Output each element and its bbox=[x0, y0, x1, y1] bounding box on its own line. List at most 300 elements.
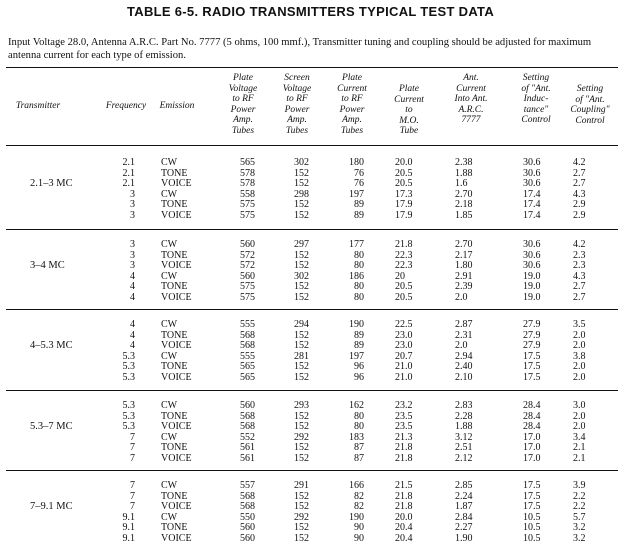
screen-voltage-cell: 302 bbox=[294, 157, 309, 168]
mo-current-cell: 21.5 bbox=[395, 480, 413, 491]
plate-current-cell: 190 bbox=[349, 319, 364, 330]
emission-cell: CW bbox=[161, 511, 178, 523]
emission-cell: CW bbox=[161, 239, 178, 250]
group-separator-rule bbox=[6, 229, 618, 230]
header-line: Setting bbox=[576, 84, 604, 94]
mo-current-cell: 21.3 bbox=[395, 431, 413, 443]
plate-current-cell: 162 bbox=[349, 400, 364, 411]
mo-current-cell: 20.5 bbox=[395, 167, 413, 179]
inductance-cell: 17.0 bbox=[523, 442, 541, 453]
inductance-cell: 17.5 bbox=[523, 361, 541, 372]
screen-voltage-cell: 152 bbox=[294, 410, 309, 422]
header-line: A.R.C. bbox=[458, 104, 484, 115]
mo-current-cell: 22.3 bbox=[395, 260, 413, 271]
emission-cell: CW bbox=[161, 350, 178, 362]
screen-voltage-cell: 152 bbox=[294, 329, 309, 341]
plate-current-cell: 89 bbox=[354, 340, 364, 351]
mo-current-cell: 21.8 bbox=[395, 442, 413, 453]
header-line: Amp. bbox=[287, 115, 307, 125]
plate-voltage-cell: 560 bbox=[240, 270, 255, 282]
inductance-cell: 28.4 bbox=[523, 421, 541, 432]
plate-current-cell: 80 bbox=[354, 421, 364, 432]
header-line: Power bbox=[284, 104, 310, 115]
header-line: Coupling" bbox=[570, 105, 610, 115]
screen-voltage-cell: 298 bbox=[294, 188, 309, 200]
screen-voltage-cell: 152 bbox=[294, 361, 309, 372]
plate-current-cell: 90 bbox=[354, 532, 364, 544]
inductance-cell: 10.5 bbox=[523, 511, 541, 523]
header-plate-current-mo bbox=[383, 84, 435, 137]
emission-cell: CW bbox=[161, 480, 178, 491]
emission-cell: VOICE bbox=[161, 452, 192, 464]
frequency-cell: 9.1 bbox=[122, 522, 135, 533]
emission-cell: CW bbox=[161, 157, 178, 168]
ant-current-cell: 2.40 bbox=[455, 361, 473, 372]
coupling-cell: 4.3 bbox=[573, 270, 586, 282]
inductance-cell: 27.9 bbox=[523, 340, 541, 351]
emission-cell: TONE bbox=[161, 249, 188, 261]
frequency-cell: 3 bbox=[130, 249, 135, 261]
emission-cell: CW bbox=[161, 400, 178, 411]
coupling-cell: 2.3 bbox=[573, 249, 586, 261]
plate-voltage-cell: 550 bbox=[240, 511, 255, 523]
coupling-cell: 2.2 bbox=[573, 490, 586, 502]
ant-current-cell: 2.38 bbox=[455, 157, 473, 168]
emission-cell: TONE bbox=[161, 442, 188, 453]
ant-current-cell: 2.85 bbox=[455, 480, 473, 491]
header-inductance bbox=[508, 73, 564, 126]
emission-cell: CW bbox=[161, 188, 178, 200]
plate-voltage-cell: 555 bbox=[240, 350, 255, 362]
plate-voltage-cell: 557 bbox=[240, 480, 255, 491]
coupling-cell: 3.9 bbox=[573, 480, 586, 491]
inductance-cell: 17.4 bbox=[523, 209, 541, 221]
emission-cell: VOICE bbox=[161, 260, 192, 271]
frequency-cell: 4 bbox=[130, 291, 135, 303]
coupling-cell: 2.1 bbox=[573, 452, 586, 464]
mo-current-cell: 20.4 bbox=[395, 522, 413, 533]
mo-current-cell: 20.5 bbox=[395, 281, 413, 292]
header-transmitter: Transmitter bbox=[15, 101, 61, 111]
emission-cell: TONE bbox=[161, 410, 188, 422]
emission-cell: CW bbox=[161, 319, 178, 330]
transmitter-range-label: 7–9.1 MC bbox=[30, 501, 73, 513]
coupling-cell: 4.3 bbox=[573, 188, 586, 200]
plate-current-cell: 76 bbox=[354, 178, 364, 189]
frequency-cell: 5.3 bbox=[122, 421, 135, 432]
ant-current-cell: 2.12 bbox=[455, 452, 473, 464]
inductance-cell: 17.0 bbox=[523, 431, 541, 443]
inductance-cell: 30.6 bbox=[523, 249, 541, 261]
header-line: Plate bbox=[398, 84, 420, 94]
header-line: Voltage bbox=[282, 83, 312, 94]
plate-voltage-cell: 560 bbox=[240, 239, 255, 250]
group-separator-rule bbox=[6, 309, 618, 310]
plate-current-cell: 80 bbox=[354, 249, 364, 261]
ant-current-cell: 3.12 bbox=[455, 431, 473, 443]
plate-voltage-cell: 560 bbox=[240, 522, 255, 533]
header-emission: Emission bbox=[159, 101, 195, 111]
mo-current-cell: 23.5 bbox=[395, 410, 413, 422]
emission-cell: TONE bbox=[161, 329, 188, 341]
plate-current-cell: 76 bbox=[354, 167, 364, 179]
table-title: TABLE 6-5. RADIO TRANSMITTERS TYPICAL TEST DATA bbox=[126, 4, 495, 19]
inductance-cell: 17.5 bbox=[523, 480, 541, 491]
plate-voltage-cell: 575 bbox=[240, 209, 255, 221]
plate-current-cell: 80 bbox=[354, 260, 364, 271]
inductance-cell: 19.0 bbox=[523, 270, 541, 282]
header-line: Amp. bbox=[233, 115, 253, 125]
plate-voltage-cell: 565 bbox=[240, 361, 255, 372]
inductance-cell: 30.6 bbox=[523, 239, 541, 250]
frequency-cell: 3 bbox=[130, 239, 135, 250]
plate-current-cell: 87 bbox=[354, 452, 364, 464]
plate-voltage-cell: 578 bbox=[240, 178, 255, 189]
header-ant-current bbox=[443, 73, 499, 126]
mo-current-cell: 21.8 bbox=[395, 501, 413, 512]
plate-voltage-cell: 572 bbox=[240, 260, 255, 271]
inductance-cell: 19.0 bbox=[523, 281, 541, 292]
plate-voltage-cell: 568 bbox=[240, 340, 255, 351]
frequency-cell: 4 bbox=[130, 340, 135, 351]
plate-voltage-cell: 568 bbox=[240, 421, 255, 432]
header-line: Screen bbox=[284, 73, 310, 83]
frequency-cell: 7 bbox=[130, 431, 135, 443]
plate-current-cell: 89 bbox=[354, 209, 364, 221]
mo-current-cell: 23.0 bbox=[395, 340, 413, 351]
ant-current-cell: 2.70 bbox=[455, 239, 473, 250]
inductance-cell: 28.4 bbox=[523, 410, 541, 422]
header-line: Plate bbox=[341, 73, 363, 83]
header-line: Into Ant. bbox=[454, 94, 488, 104]
header-line: Plate bbox=[232, 73, 254, 83]
plate-voltage-cell: 575 bbox=[240, 281, 255, 292]
coupling-cell: 2.0 bbox=[573, 371, 586, 383]
emission-cell: TONE bbox=[161, 490, 188, 502]
ant-current-cell: 1.88 bbox=[455, 167, 473, 179]
header-line: tance" bbox=[523, 104, 549, 115]
inductance-cell: 17.4 bbox=[523, 188, 541, 200]
header-line: Tubes bbox=[231, 125, 255, 136]
coupling-cell: 2.0 bbox=[573, 329, 586, 341]
frequency-cell: 5.3 bbox=[122, 400, 135, 411]
mo-current-cell: 17.3 bbox=[395, 188, 413, 200]
emission-cell: TONE bbox=[161, 361, 188, 372]
plate-voltage-cell: 565 bbox=[240, 157, 255, 168]
ant-current-cell: 2.83 bbox=[455, 400, 473, 411]
mo-current-cell: 21.0 bbox=[395, 371, 413, 383]
plate-voltage-cell: 568 bbox=[240, 329, 255, 341]
mo-current-cell: 20.7 bbox=[395, 350, 413, 362]
coupling-cell: 2.0 bbox=[573, 340, 586, 351]
header-line: Current bbox=[337, 83, 367, 94]
emission-cell: VOICE bbox=[161, 340, 192, 351]
coupling-cell: 3.8 bbox=[573, 350, 586, 362]
inductance-cell: 19.0 bbox=[523, 291, 541, 303]
header-line: Ant. bbox=[463, 73, 479, 83]
plate-voltage-cell: 560 bbox=[240, 532, 255, 544]
emission-cell: VOICE bbox=[161, 291, 192, 303]
plate-voltage-cell: 572 bbox=[240, 249, 255, 261]
header-line: to RF bbox=[232, 94, 254, 104]
plate-current-cell: 87 bbox=[354, 442, 364, 453]
mo-current-cell: 17.9 bbox=[395, 199, 413, 210]
frequency-cell: 2.1 bbox=[122, 178, 135, 189]
frequency-cell: 4 bbox=[130, 319, 135, 330]
inductance-cell: 28.4 bbox=[523, 400, 541, 411]
ant-current-cell: 2.91 bbox=[455, 270, 473, 282]
mo-current-cell: 17.9 bbox=[395, 209, 413, 221]
coupling-cell: 2.9 bbox=[573, 209, 586, 221]
screen-voltage-cell: 152 bbox=[294, 260, 309, 271]
frequency-cell: 5.3 bbox=[122, 371, 135, 383]
inductance-cell: 27.9 bbox=[523, 329, 541, 341]
ant-current-cell: 2.31 bbox=[455, 329, 473, 341]
ant-current-cell: 2.84 bbox=[455, 511, 473, 523]
frequency-cell: 3 bbox=[130, 209, 135, 221]
screen-voltage-cell: 152 bbox=[294, 178, 309, 189]
plate-current-cell: 186 bbox=[349, 270, 364, 282]
header-line: Tubes bbox=[340, 125, 364, 136]
screen-voltage-cell: 152 bbox=[294, 199, 309, 210]
inductance-cell: 27.9 bbox=[523, 319, 541, 330]
frequency-cell: 5.3 bbox=[122, 361, 135, 372]
emission-cell: TONE bbox=[161, 167, 188, 179]
header-line: Current bbox=[394, 94, 424, 105]
plate-current-cell: 82 bbox=[354, 501, 364, 512]
screen-voltage-cell: 152 bbox=[294, 490, 309, 502]
screen-voltage-cell: 152 bbox=[294, 209, 309, 221]
plate-voltage-cell: 561 bbox=[240, 452, 255, 464]
header-line: Voltage bbox=[228, 83, 258, 94]
plate-current-cell: 166 bbox=[349, 480, 364, 491]
ant-current-cell: 2.39 bbox=[455, 281, 473, 292]
inductance-cell: 17.5 bbox=[523, 490, 541, 502]
header-line: of "Ant. bbox=[521, 83, 551, 94]
screen-voltage-cell: 291 bbox=[294, 480, 309, 491]
plate-current-cell: 80 bbox=[354, 410, 364, 422]
screen-voltage-cell: 152 bbox=[294, 532, 309, 544]
screen-voltage-cell: 152 bbox=[294, 442, 309, 453]
screen-voltage-cell: 294 bbox=[294, 319, 309, 330]
ant-current-cell: 2.18 bbox=[455, 199, 473, 210]
frequency-cell: 7 bbox=[130, 452, 135, 464]
plate-voltage-cell: 568 bbox=[240, 410, 255, 422]
screen-voltage-cell: 152 bbox=[294, 421, 309, 432]
header-line: 7777 bbox=[461, 115, 481, 125]
inductance-cell: 17.4 bbox=[523, 199, 541, 210]
table-top-rule bbox=[6, 67, 618, 68]
ant-current-cell: 2.0 bbox=[455, 291, 468, 303]
plate-current-cell: 183 bbox=[349, 431, 364, 443]
inductance-cell: 17.5 bbox=[523, 501, 541, 512]
coupling-cell: 3.0 bbox=[573, 400, 586, 411]
inductance-cell: 30.6 bbox=[523, 157, 541, 168]
header-coupling bbox=[562, 84, 618, 126]
plate-current-cell: 82 bbox=[354, 490, 364, 502]
coupling-cell: 2.3 bbox=[573, 260, 586, 271]
screen-voltage-cell: 152 bbox=[294, 167, 309, 179]
inductance-cell: 30.6 bbox=[523, 178, 541, 189]
mo-current-cell: 23.5 bbox=[395, 421, 413, 432]
header-line: Tube bbox=[399, 126, 419, 136]
coupling-cell: 3.5 bbox=[573, 319, 586, 330]
frequency-cell: 2.1 bbox=[122, 167, 135, 179]
frequency-cell: 5.3 bbox=[122, 410, 135, 422]
transmitter-range-label: 2.1–3 MC bbox=[30, 178, 73, 190]
ant-current-cell: 2.10 bbox=[455, 371, 473, 383]
mo-current-cell: 20.0 bbox=[395, 157, 413, 168]
plate-voltage-cell: 578 bbox=[240, 167, 255, 179]
inductance-cell: 10.5 bbox=[523, 522, 541, 533]
coupling-cell: 2.9 bbox=[573, 199, 586, 210]
plate-current-cell: 80 bbox=[354, 291, 364, 303]
frequency-cell: 2.1 bbox=[122, 157, 135, 168]
frequency-cell: 3 bbox=[130, 260, 135, 271]
intro-paragraph: Input Voltage 28.0, Antenna A.R.C. Part No. 7777 (5 ohms, 100 mmf.), Transmitter tuning and coupling should be adjusted for maximum antenna current for each type of emission. bbox=[8, 37, 592, 61]
plate-current-cell: 96 bbox=[354, 371, 364, 383]
frequency-cell: 5.3 bbox=[122, 350, 135, 362]
plate-voltage-cell: 575 bbox=[240, 291, 255, 303]
group-separator-rule bbox=[6, 470, 618, 471]
frequency-cell: 4 bbox=[130, 281, 135, 292]
header-plate-current bbox=[326, 73, 378, 136]
mo-current-cell: 22.3 bbox=[395, 249, 413, 261]
group-separator-rule bbox=[6, 390, 618, 391]
header-plate-voltage bbox=[217, 73, 269, 136]
plate-current-cell: 90 bbox=[354, 522, 364, 533]
screen-voltage-cell: 152 bbox=[294, 291, 309, 303]
inductance-cell: 30.6 bbox=[523, 167, 541, 179]
plate-voltage-cell: 568 bbox=[240, 501, 255, 512]
mo-current-cell: 21.8 bbox=[395, 490, 413, 502]
ant-current-cell: 2.28 bbox=[455, 410, 473, 422]
ant-current-cell: 1.87 bbox=[455, 501, 473, 512]
inductance-cell: 17.5 bbox=[523, 371, 541, 383]
coupling-cell: 3.2 bbox=[573, 532, 586, 544]
emission-cell: TONE bbox=[161, 199, 188, 210]
header-line: of "Ant. bbox=[575, 94, 605, 105]
frequency-cell: 9.1 bbox=[122, 511, 135, 523]
ant-current-cell: 2.27 bbox=[455, 522, 473, 533]
emission-cell: TONE bbox=[161, 281, 188, 292]
emission-cell: VOICE bbox=[161, 421, 192, 432]
ant-current-cell: 2.17 bbox=[455, 249, 473, 261]
screen-voltage-cell: 152 bbox=[294, 281, 309, 292]
screen-voltage-cell: 292 bbox=[294, 431, 309, 443]
ant-current-cell: 2.94 bbox=[455, 350, 473, 362]
inductance-cell: 17.5 bbox=[523, 350, 541, 362]
header-line: to bbox=[405, 105, 413, 115]
mo-current-cell: 23.0 bbox=[395, 329, 413, 341]
plate-current-cell: 96 bbox=[354, 361, 364, 372]
screen-voltage-cell: 152 bbox=[294, 522, 309, 533]
coupling-cell: 2.7 bbox=[573, 281, 586, 292]
header-frequency: Frequency bbox=[105, 101, 147, 111]
emission-cell: VOICE bbox=[161, 501, 192, 512]
header-line: Amp. bbox=[342, 115, 362, 125]
header-line: Induc- bbox=[523, 94, 549, 104]
header-line: Control bbox=[575, 115, 605, 126]
inductance-cell: 30.6 bbox=[523, 260, 541, 271]
screen-voltage-cell: 152 bbox=[294, 501, 309, 512]
plate-current-cell: 190 bbox=[349, 511, 364, 523]
ant-current-cell: 2.51 bbox=[455, 442, 473, 453]
emission-cell: TONE bbox=[161, 522, 188, 533]
header-screen-voltage bbox=[271, 73, 323, 136]
plate-current-cell: 177 bbox=[349, 239, 364, 250]
frequency-cell: 7 bbox=[130, 501, 135, 512]
coupling-cell: 2.1 bbox=[573, 442, 586, 453]
transmitter-range-label: 3–4 MC bbox=[30, 260, 65, 272]
plate-current-cell: 89 bbox=[354, 329, 364, 341]
plate-current-cell: 197 bbox=[349, 350, 364, 362]
mo-current-cell: 21.0 bbox=[395, 361, 413, 372]
coupling-cell: 3.4 bbox=[573, 431, 586, 443]
coupling-cell: 3.2 bbox=[573, 522, 586, 533]
ant-current-cell: 1.6 bbox=[455, 178, 468, 189]
header-line: to RF bbox=[341, 94, 363, 104]
screen-voltage-cell: 152 bbox=[294, 249, 309, 261]
emission-cell: CW bbox=[161, 431, 178, 443]
plate-voltage-cell: 560 bbox=[240, 400, 255, 411]
plate-voltage-cell: 552 bbox=[240, 431, 255, 443]
frequency-cell: 3 bbox=[130, 199, 135, 210]
frequency-cell: 3 bbox=[130, 188, 135, 200]
plate-voltage-cell: 561 bbox=[240, 442, 255, 453]
ant-current-cell: 2.70 bbox=[455, 188, 473, 200]
coupling-cell: 5.7 bbox=[573, 511, 586, 523]
header-line: Control bbox=[521, 115, 551, 125]
ant-current-cell: 2.87 bbox=[455, 319, 473, 330]
mo-current-cell: 21.8 bbox=[395, 452, 413, 464]
frequency-cell: 4 bbox=[130, 329, 135, 341]
screen-voltage-cell: 281 bbox=[294, 350, 309, 362]
frequency-cell: 9.1 bbox=[122, 532, 135, 544]
screen-voltage-cell: 152 bbox=[294, 340, 309, 351]
header-line: Current bbox=[456, 83, 486, 94]
ant-current-cell: 2.0 bbox=[455, 340, 468, 351]
mo-current-cell: 22.5 bbox=[395, 319, 413, 330]
plate-voltage-cell: 558 bbox=[240, 188, 255, 200]
frequency-cell: 7 bbox=[130, 490, 135, 502]
coupling-cell: 2.0 bbox=[573, 361, 586, 372]
coupling-cell: 2.7 bbox=[573, 291, 586, 303]
header-line: Power bbox=[339, 104, 365, 115]
screen-voltage-cell: 152 bbox=[294, 452, 309, 464]
coupling-cell: 2.2 bbox=[573, 501, 586, 512]
mo-current-cell: 21.8 bbox=[395, 239, 413, 250]
coupling-cell: 4.2 bbox=[573, 157, 586, 168]
emission-cell: VOICE bbox=[161, 532, 192, 544]
plate-voltage-cell: 575 bbox=[240, 199, 255, 210]
plate-voltage-cell: 565 bbox=[240, 371, 255, 383]
plate-current-cell: 80 bbox=[354, 281, 364, 292]
coupling-cell: 2.0 bbox=[573, 410, 586, 422]
ant-current-cell: 1.85 bbox=[455, 209, 473, 221]
header-line: Setting bbox=[522, 73, 550, 83]
mo-current-cell: 23.2 bbox=[395, 400, 413, 411]
ant-current-cell: 1.80 bbox=[455, 260, 473, 271]
emission-cell: VOICE bbox=[161, 371, 192, 383]
ant-current-cell: 2.24 bbox=[455, 490, 473, 502]
transmitter-range-label: 5.3–7 MC bbox=[30, 421, 73, 433]
inductance-cell: 10.5 bbox=[523, 532, 541, 544]
plate-voltage-cell: 555 bbox=[240, 319, 255, 330]
plate-current-cell: 89 bbox=[354, 199, 364, 210]
header-line: Tubes bbox=[285, 125, 309, 136]
plate-voltage-cell: 568 bbox=[240, 490, 255, 502]
